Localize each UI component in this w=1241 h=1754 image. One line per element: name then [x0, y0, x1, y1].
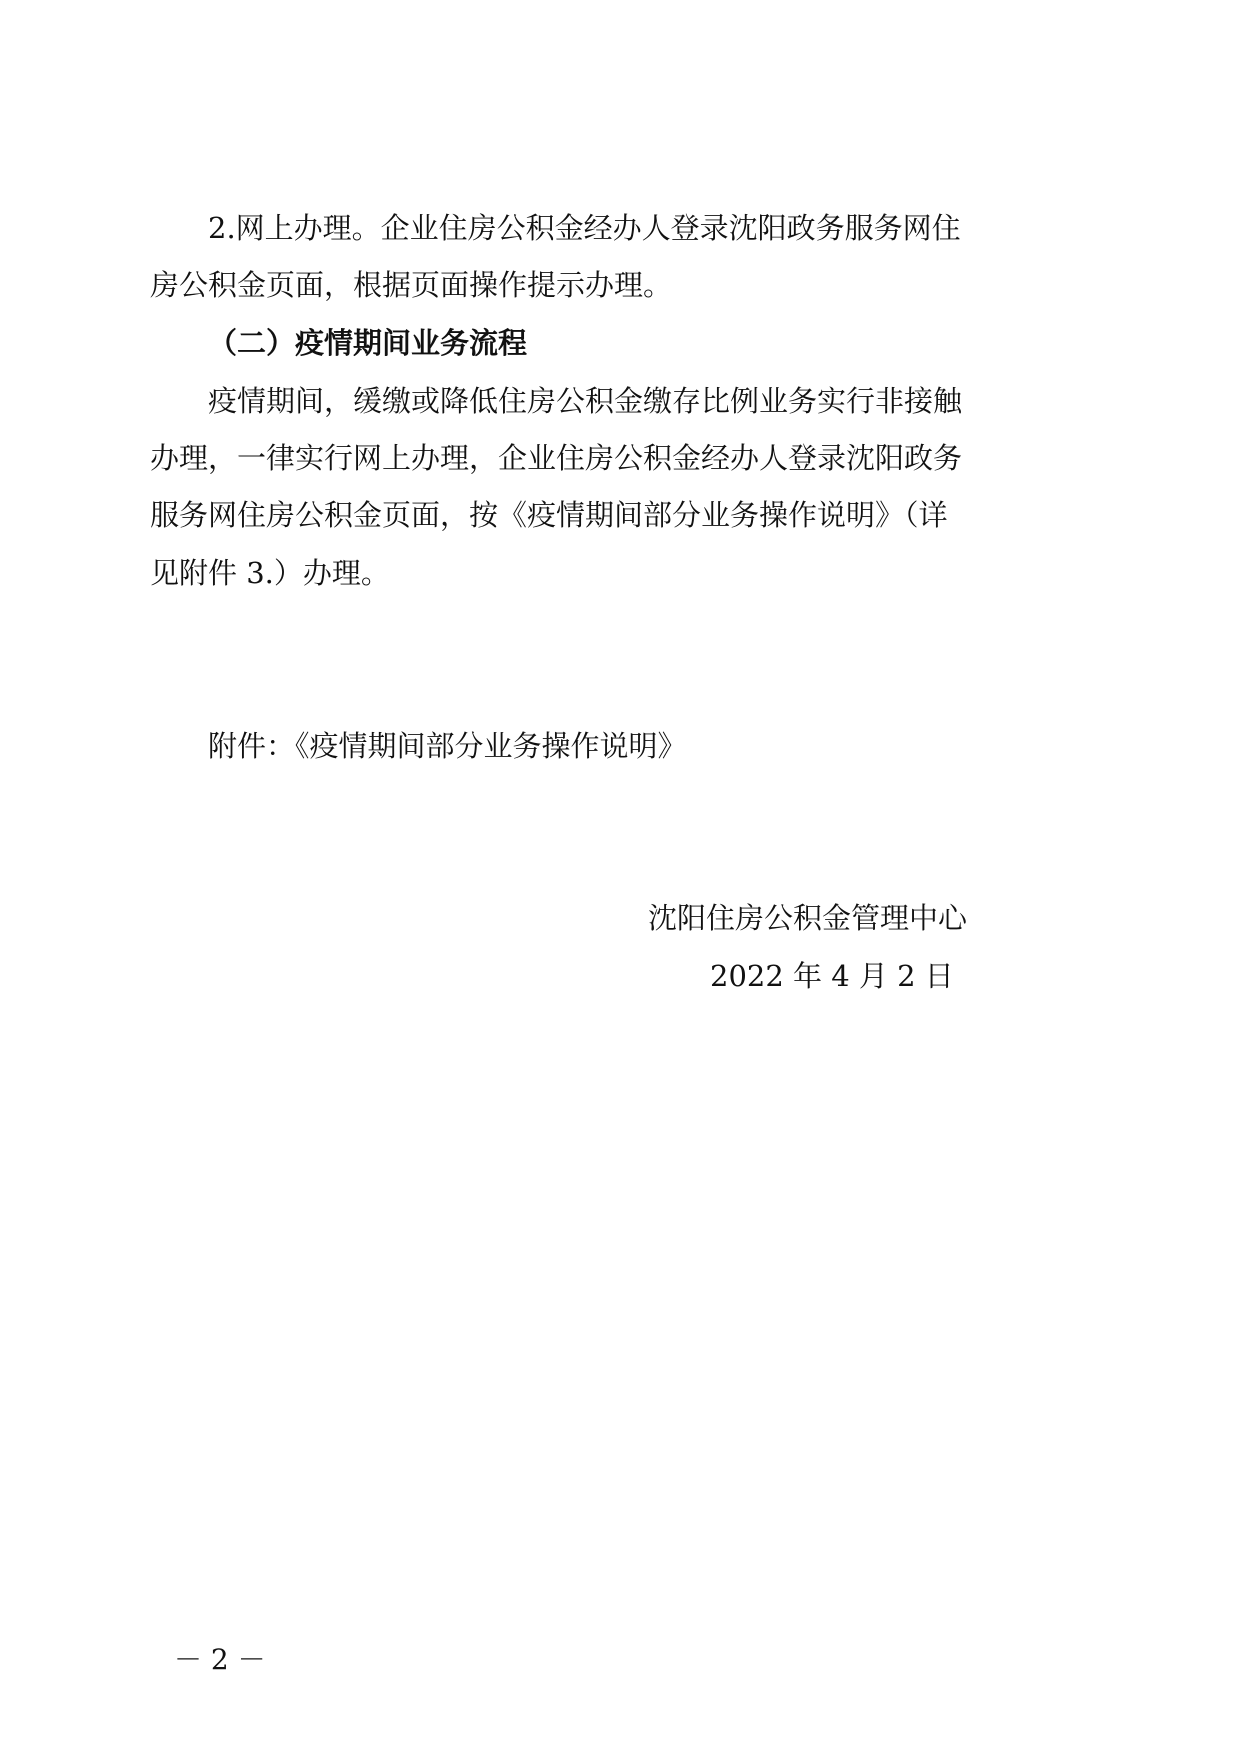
section-heading: （二）疫情期间业务流程 [208, 326, 528, 360]
page-number: － 2 － [174, 1643, 266, 1676]
paragraph-section2-line3: 服务网住房公积金页面，按《疫情期间部分业务操作说明》（详 [150, 498, 948, 532]
paragraph-item2-line1: 2.网上办理。企业住房公积金经办人登录沈阳政务服务网住 [208, 211, 961, 245]
signature-date: 2022 年 4 月 2 日 [710, 959, 954, 993]
paragraph-item2-line2: 房公积金页面，根据页面操作提示办理。 [150, 268, 673, 302]
paragraph-section2-line1: 疫情期间，缓缴或降低住房公积金缴存比例业务实行非接触 [208, 384, 963, 418]
paragraph-section2-line2: 办理，一律实行网上办理，企业住房公积金经办人登录沈阳政务 [150, 441, 963, 475]
paragraph-section2-line4: 见附件 3.）办理。 [150, 556, 390, 590]
attachment-note: 附件：《疫情期间部分业务操作说明》 [208, 729, 687, 763]
signature-organization: 沈阳住房公积金管理中心 [648, 901, 968, 935]
